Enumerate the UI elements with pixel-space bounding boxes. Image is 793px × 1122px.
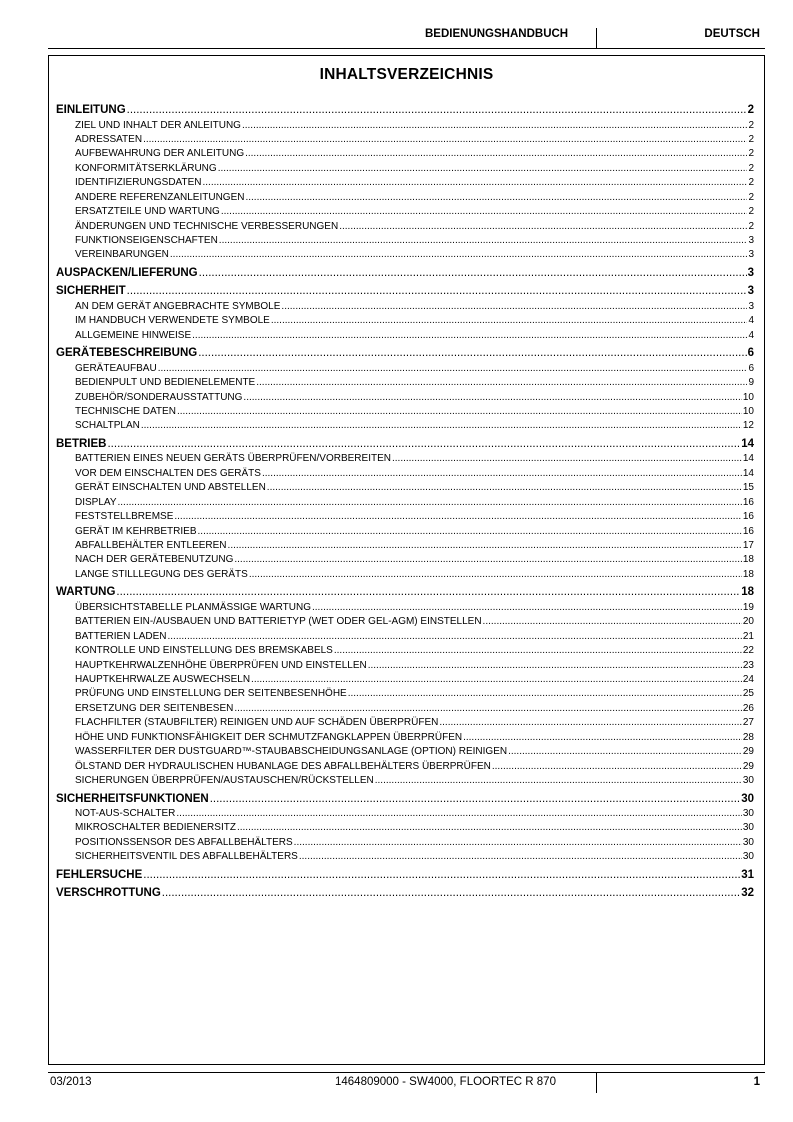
toc-entry[interactable] <box>56 615 754 629</box>
toc-entry-page: 30 <box>742 851 754 863</box>
page-title: INHALTSVERZEICHNIS <box>319 66 494 83</box>
toc-entry-page: 20 <box>742 616 754 628</box>
toc-section-page: 14 <box>741 437 754 450</box>
toc-entry-page: 9 <box>748 377 754 389</box>
toc-entry-title: ZUBEHÖR/SONDERAUSSTATTUNG <box>75 391 243 403</box>
footer-document-code: 1464809000 - SW4000, FLOORTEC R 870 <box>335 1076 556 1088</box>
dot-leader <box>210 792 741 808</box>
toc-entry-page: 2 <box>748 220 754 232</box>
toc-section-page: 6 <box>747 347 754 360</box>
toc-section[interactable] <box>56 868 754 884</box>
dot-leader <box>334 644 742 658</box>
toc-entry[interactable] <box>56 205 754 219</box>
dot-leader <box>202 176 747 190</box>
toc-entry-page: 22 <box>742 645 754 657</box>
toc-entry[interactable] <box>56 376 754 390</box>
dot-leader <box>192 329 747 343</box>
toc-entry-title: FLACHFILTER (STAUBFILTER) REINIGEN UND AUF SCHÄDEN ÜBERPRÜFEN <box>75 717 439 729</box>
toc-section-page: 3 <box>747 285 754 298</box>
toc-entry-title: ERSATZTEILE UND WARTUNG <box>75 206 220 218</box>
toc-entry[interactable] <box>56 702 754 716</box>
toc-entry[interactable] <box>56 248 754 262</box>
toc-entry-title: BATTERIEN EINES NEUEN GERÄTS ÜBERPRÜFEN/VORBEREITEN <box>75 453 391 465</box>
toc-section-page: 2 <box>747 104 754 116</box>
dot-leader <box>392 452 742 466</box>
toc-section-title: SICHERHEIT <box>56 285 126 298</box>
toc-entry-title: HAUPTKEHRWALZE AUSWECHSELN <box>75 674 251 685</box>
dot-leader <box>234 702 742 716</box>
header-language: DEUTSCH <box>704 28 760 40</box>
toc-entry-page: 14 <box>742 453 754 465</box>
dot-leader <box>256 376 747 390</box>
toc-entry-page: 3 <box>748 235 754 246</box>
dot-leader <box>198 525 742 539</box>
dot-leader <box>237 821 742 835</box>
dot-leader <box>118 496 742 510</box>
toc-entry-page: 2 <box>748 162 754 174</box>
toc-entry-page: 29 <box>742 760 754 772</box>
toc-entry[interactable] <box>56 391 754 405</box>
toc-section[interactable] <box>56 886 754 902</box>
toc-entry-page: 21 <box>742 630 754 642</box>
toc-entry[interactable] <box>56 300 754 314</box>
toc-entry-title: ÜBERSICHTSTABELLE PLANMÄSSIGE WARTUNG <box>75 601 311 613</box>
toc-entry-title: HAUPTKEHRWALZENHÖHE ÜBERPRÜFEN UND EINSTELLEN <box>75 659 367 671</box>
toc-entry-page: 16 <box>742 496 754 508</box>
toc-entry-title: BEDIENPULT UND BEDIENELEMENTE <box>75 377 256 389</box>
toc-entry-title: NOT-AUS-SCHALTER <box>75 808 176 819</box>
toc-entry[interactable] <box>56 850 754 864</box>
toc-entry[interactable] <box>56 133 754 147</box>
dot-leader <box>243 391 741 405</box>
dot-leader <box>312 601 742 615</box>
toc-entry-title: DISPLAY <box>75 496 117 508</box>
toc-entry-title: NACH DER GERÄTEBENUTZUNG <box>75 554 234 566</box>
toc-entry-title: IM HANDBUCH VERWENDETE SYMBOLE <box>75 315 270 327</box>
toc-entry[interactable] <box>56 119 754 133</box>
toc-entry[interactable] <box>56 568 754 582</box>
toc-entry-title: HÖHE UND FUNKTIONSFÄHIGKEIT DER SCHMUTZFANGKLAPPEN ÜBERPRÜFEN <box>75 731 463 743</box>
dot-leader <box>348 687 742 701</box>
toc-entry-title: AN DEM GERÄT ANGEBRACHTE SYMBOLE <box>75 300 281 312</box>
toc-entry[interactable] <box>56 467 754 481</box>
toc-section[interactable] <box>56 266 754 282</box>
dot-leader <box>245 191 747 205</box>
toc-entry[interactable] <box>56 314 754 328</box>
toc-entry[interactable] <box>56 673 754 687</box>
toc-entry-page: 3 <box>748 300 754 312</box>
dot-leader <box>158 362 748 376</box>
toc-entry-page: 14 <box>742 467 754 479</box>
toc-entry[interactable] <box>56 220 754 234</box>
dot-leader <box>251 673 742 687</box>
toc-entry[interactable] <box>56 731 754 745</box>
toc-entry-page: 4 <box>748 315 754 327</box>
toc-entry-title: VOR DEM EINSCHALTEN DES GERÄTS <box>75 467 261 479</box>
dot-leader <box>198 346 746 362</box>
footer-rule <box>48 1072 765 1073</box>
footer-divider <box>596 1073 597 1093</box>
dot-leader <box>143 133 747 147</box>
dot-leader <box>368 659 742 673</box>
dot-leader <box>162 886 740 902</box>
dot-leader <box>199 266 747 282</box>
toc-entry-page: 10 <box>742 391 754 403</box>
dot-leader <box>176 807 741 821</box>
toc-entry-page: 2 <box>748 191 754 203</box>
toc-entry-page: 18 <box>742 554 754 566</box>
toc-entry-title: ABFALLBEHÄLTER ENTLEEREN <box>75 540 227 551</box>
dot-leader <box>281 300 747 314</box>
dot-leader <box>127 103 747 119</box>
toc-entry-title: ÄNDERUNGEN UND TECHNISCHE VERBESSERUNGEN <box>75 220 339 232</box>
toc-section[interactable] <box>56 792 754 808</box>
toc-section-title: VERSCHROTTUNG <box>56 887 161 900</box>
dot-leader <box>219 234 748 248</box>
toc-entry[interactable] <box>56 162 754 176</box>
toc-entry-page: 23 <box>742 659 754 671</box>
footer-page-number: 1 <box>753 1076 760 1088</box>
toc-entry[interactable] <box>56 644 754 658</box>
header-manual-title: BEDIENUNGSHANDBUCH <box>425 28 569 40</box>
toc-entry-title: PRÜFUNG UND EINSTELLUNG DER SEITENBESENHÖHE <box>75 688 347 700</box>
toc-entry-title: SICHERUNGEN ÜBERPRÜFEN/AUSTAUSCHEN/RÜCKSTELLEN <box>75 775 374 787</box>
toc-entry-title: FESTSTELLBREMSE <box>75 511 174 523</box>
toc-entry-title: ÖLSTAND DER HYDRAULISCHEN HUBANLAGE DES ABFALLBEHÄLTERS ÜBERPRÜFEN <box>75 760 491 772</box>
toc-entry-page: 26 <box>742 702 754 714</box>
toc-entry[interactable] <box>56 836 754 850</box>
toc-entry-title: BATTERIEN LADEN <box>75 630 167 642</box>
toc-entry[interactable] <box>56 405 754 419</box>
footer-date: 03/2013 <box>50 1076 92 1088</box>
dot-leader <box>143 868 740 884</box>
toc-entry[interactable] <box>56 716 754 730</box>
toc-entry[interactable] <box>56 774 754 788</box>
dot-leader <box>262 467 742 481</box>
toc-section-page: 3 <box>747 266 754 279</box>
toc-entry[interactable] <box>56 525 754 539</box>
dot-leader <box>228 539 742 553</box>
toc-section-title: EINLEITUNG <box>56 104 126 116</box>
toc-entry-title: GERÄT IM KEHRBETRIEB <box>75 525 197 537</box>
toc-entry-title: LANGE STILLLEGUNG DES GERÄTS <box>75 568 248 580</box>
toc-entry[interactable] <box>56 362 754 376</box>
toc-entry-page: 2 <box>748 148 754 160</box>
toc-entry-title: MIKROSCHALTER BEDIENERSITZ <box>75 822 236 834</box>
toc-entry-title: POSITIONSSENSOR DES ABFALLBEHÄLTERS <box>75 836 293 848</box>
dot-leader <box>508 745 742 759</box>
toc-entry[interactable] <box>56 329 754 343</box>
toc-entry-title: KONFORMITÄTSERKLÄRUNG <box>75 162 217 174</box>
dot-leader <box>249 568 742 582</box>
toc-entry-page: 30 <box>742 836 754 848</box>
toc-section[interactable] <box>56 346 754 362</box>
toc-section[interactable] <box>56 284 754 300</box>
toc-entry[interactable] <box>56 687 754 701</box>
toc-entry[interactable] <box>56 553 754 567</box>
header-divider <box>596 28 597 48</box>
toc-entry-title: IDENTIFIZIERUNGSDATEN <box>75 177 202 189</box>
toc-entry-title: VEREINBARUNGEN <box>75 249 169 261</box>
table-of-contents <box>56 103 754 902</box>
toc-entry[interactable] <box>56 481 754 495</box>
toc-frame <box>48 55 765 1065</box>
toc-entry-page: 10 <box>742 406 754 417</box>
toc-entry-page: 30 <box>742 775 754 787</box>
dot-leader <box>127 284 747 300</box>
toc-section-title: GERÄTEBESCHREIBUNG <box>56 347 198 360</box>
toc-entry-page: 30 <box>742 822 754 834</box>
toc-section-page: 31 <box>741 868 754 881</box>
toc-section[interactable] <box>56 437 754 453</box>
dot-leader <box>221 205 748 219</box>
toc-entry[interactable] <box>56 147 754 161</box>
dot-leader <box>267 481 742 495</box>
toc-entry-title: ERSETZUNG DER SEITENBESEN <box>75 702 234 714</box>
dot-leader <box>234 553 742 567</box>
toc-entry-title: SICHERHEITSVENTIL DES ABFALLBEHÄLTERS <box>75 851 298 863</box>
toc-entry-title: TECHNISCHE DATEN <box>75 406 176 417</box>
toc-entry-page: 30 <box>742 808 754 819</box>
dot-leader <box>170 248 748 262</box>
toc-entry-page: 28 <box>742 731 754 743</box>
dot-leader <box>483 615 742 629</box>
toc-section-page: 30 <box>741 792 754 805</box>
toc-entry-page: 19 <box>742 601 754 613</box>
toc-section-title: WARTUNG <box>56 586 116 599</box>
dot-leader <box>375 774 742 788</box>
dot-leader <box>463 731 742 745</box>
toc-entry-page: 6 <box>748 362 754 374</box>
toc-entry[interactable] <box>56 659 754 673</box>
toc-section[interactable] <box>56 585 754 601</box>
toc-entry-page: 18 <box>742 568 754 580</box>
toc-entry-page: 12 <box>742 420 754 432</box>
toc-section-page: 32 <box>741 887 754 900</box>
toc-entry[interactable] <box>56 496 754 510</box>
toc-entry-page: 16 <box>742 525 754 537</box>
toc-entry[interactable] <box>56 510 754 524</box>
toc-entry-page: 24 <box>742 674 754 685</box>
toc-entry-page: 4 <box>748 329 754 341</box>
toc-entry[interactable] <box>56 419 754 433</box>
dot-leader <box>116 585 740 601</box>
toc-entry-page: 2 <box>748 133 754 145</box>
toc-entry-page: 25 <box>742 688 754 700</box>
dot-leader <box>242 119 747 133</box>
dot-leader <box>168 630 742 644</box>
dot-leader <box>174 510 742 524</box>
toc-entry[interactable] <box>56 821 754 835</box>
toc-section-title: FEHLERSUCHE <box>56 868 143 881</box>
toc-entry-page: 29 <box>742 746 754 758</box>
toc-entry-title: FUNKTIONSEIGENSCHAFTEN <box>75 235 218 246</box>
toc-entry[interactable] <box>56 234 754 248</box>
dot-leader <box>294 836 742 850</box>
toc-entry-title: ALLGEMEINE HINWEISE <box>75 329 192 341</box>
toc-entry-page: 2 <box>748 177 754 189</box>
toc-entry-title: ANDERE REFERENZANLEITUNGEN <box>75 191 245 203</box>
toc-entry-page: 2 <box>748 119 754 131</box>
dot-leader <box>439 716 742 730</box>
toc-entry[interactable] <box>56 452 754 466</box>
toc-entry-title: AUFBEWAHRUNG DER ANLEITUNG <box>75 148 245 160</box>
toc-entry[interactable] <box>56 745 754 759</box>
dot-leader <box>492 760 742 774</box>
toc-entry-page: 15 <box>742 482 754 494</box>
toc-entry[interactable] <box>56 630 754 644</box>
toc-section-page: 18 <box>741 586 754 599</box>
toc-entry-page: 2 <box>748 206 754 218</box>
dot-leader <box>218 162 748 176</box>
dot-leader <box>271 314 748 328</box>
toc-section-title: AUSPACKEN/LIEFERUNG <box>56 266 198 279</box>
toc-section-title: BETRIEB <box>56 437 107 450</box>
toc-entry[interactable] <box>56 191 754 205</box>
toc-entry-title: WASSERFILTER DER DUSTGUARD™-STAUBABSCHEIDUNGSANLAGE (OPTION) REINIGEN <box>75 746 508 758</box>
dot-leader <box>245 147 747 161</box>
toc-section-title: SICHERHEITSFUNKTIONEN <box>56 792 209 805</box>
toc-entry-page: 16 <box>742 511 754 523</box>
toc-entry-title: KONTROLLE UND EINSTELLUNG DES BREMSKABELS <box>75 645 333 657</box>
toc-entry-title: GERÄT EINSCHALTEN UND ABSTELLEN <box>75 482 266 494</box>
header-rule <box>48 48 765 49</box>
toc-entry-page: 17 <box>742 540 754 551</box>
dot-leader <box>177 405 742 419</box>
toc-entry[interactable] <box>56 601 754 615</box>
toc-entry-title: BATTERIEN EIN-/AUSBAUEN UND BATTERIETYP (WET ODER GEL-AGM) EINSTELLEN <box>75 616 482 628</box>
toc-entry-title: SCHALTPLAN <box>75 420 140 432</box>
dot-leader <box>141 419 742 433</box>
toc-entry[interactable] <box>56 176 754 190</box>
toc-entry-title: ADRESSATEN <box>75 133 143 145</box>
toc-entry-title: GERÄTEAUFBAU <box>75 362 157 374</box>
toc-entry-page: 3 <box>748 249 754 261</box>
toc-section[interactable] <box>56 103 754 119</box>
toc-entry-page: 27 <box>742 717 754 729</box>
toc-entry[interactable] <box>56 539 754 553</box>
toc-entry[interactable] <box>56 807 754 821</box>
dot-leader <box>299 850 742 864</box>
toc-entry-title: ZIEL UND INHALT DER ANLEITUNG <box>75 119 241 131</box>
toc-entry[interactable] <box>56 760 754 774</box>
dot-leader <box>339 220 747 234</box>
dot-leader <box>107 437 740 453</box>
